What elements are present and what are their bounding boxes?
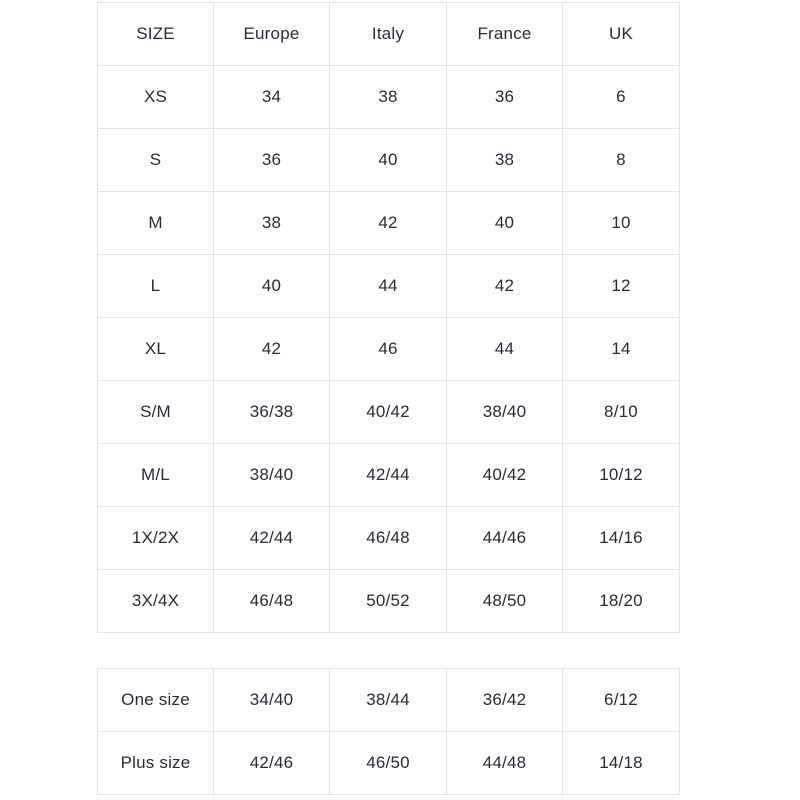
cell-uk: 6 [563,66,680,129]
cell-uk: 8/10 [563,381,680,444]
cell-uk: 18/20 [563,570,680,633]
cell-france: 42 [447,255,563,318]
main-table-header [98,3,680,66]
row-label: Plus size [98,732,214,795]
cell-italy: 50/52 [330,570,447,633]
cell-france: 48/50 [447,570,563,633]
cell-france: 36/42 [447,669,563,732]
cell-europe: 42/46 [214,732,330,795]
column-header-italy: Italy [330,3,447,66]
cell-italy: 46/50 [330,732,447,795]
table-row [98,570,680,633]
cell-italy: 46 [330,318,447,381]
column-header-france: France [447,3,563,66]
cell-uk: 14/16 [563,507,680,570]
table-row [98,318,680,381]
cell-italy: 42 [330,192,447,255]
table-row [98,669,680,732]
secondary-size-table [97,668,680,795]
cell-europe: 46/48 [214,570,330,633]
cell-uk: 14 [563,318,680,381]
cell-uk: 14/18 [563,732,680,795]
table-row [98,129,680,192]
main-size-table-container [97,2,679,633]
column-header-size: SIZE [98,3,214,66]
cell-uk: 8 [563,129,680,192]
cell-europe: 34 [214,66,330,129]
table-row [98,255,680,318]
cell-uk: 12 [563,255,680,318]
table-row [98,192,680,255]
table-row [98,381,680,444]
main-size-table [97,2,680,633]
cell-europe: 42 [214,318,330,381]
row-label: 1X/2X [98,507,214,570]
row-label: S [98,129,214,192]
cell-italy: 46/48 [330,507,447,570]
cell-france: 44/48 [447,732,563,795]
cell-europe: 34/40 [214,669,330,732]
cell-europe: 36/38 [214,381,330,444]
cell-italy: 44 [330,255,447,318]
cell-france: 40 [447,192,563,255]
cell-france: 38 [447,129,563,192]
cell-france: 44/46 [447,507,563,570]
cell-europe: 38 [214,192,330,255]
row-label: XS [98,66,214,129]
cell-france: 40/42 [447,444,563,507]
cell-italy: 42/44 [330,444,447,507]
cell-uk: 6/12 [563,669,680,732]
row-label: XL [98,318,214,381]
cell-europe: 36 [214,129,330,192]
row-label: L [98,255,214,318]
row-label: S/M [98,381,214,444]
main-table-body [98,66,680,633]
row-label: M [98,192,214,255]
table-row [98,507,680,570]
row-label: 3X/4X [98,570,214,633]
cell-italy: 38/44 [330,669,447,732]
column-header-uk: UK [563,3,680,66]
cell-uk: 10 [563,192,680,255]
table-header-row [98,3,680,66]
table-row [98,66,680,129]
cell-uk: 10/12 [563,444,680,507]
table-row [98,732,680,795]
cell-italy: 40/42 [330,381,447,444]
cell-italy: 38 [330,66,447,129]
row-label: M/L [98,444,214,507]
row-label: One size [98,669,214,732]
cell-italy: 40 [330,129,447,192]
column-header-europe: Europe [214,3,330,66]
cell-europe: 40 [214,255,330,318]
table-row [98,444,680,507]
cell-france: 44 [447,318,563,381]
secondary-table-body [98,669,680,795]
cell-france: 36 [447,66,563,129]
secondary-size-table-container [97,668,679,795]
cell-europe: 38/40 [214,444,330,507]
cell-france: 38/40 [447,381,563,444]
cell-europe: 42/44 [214,507,330,570]
